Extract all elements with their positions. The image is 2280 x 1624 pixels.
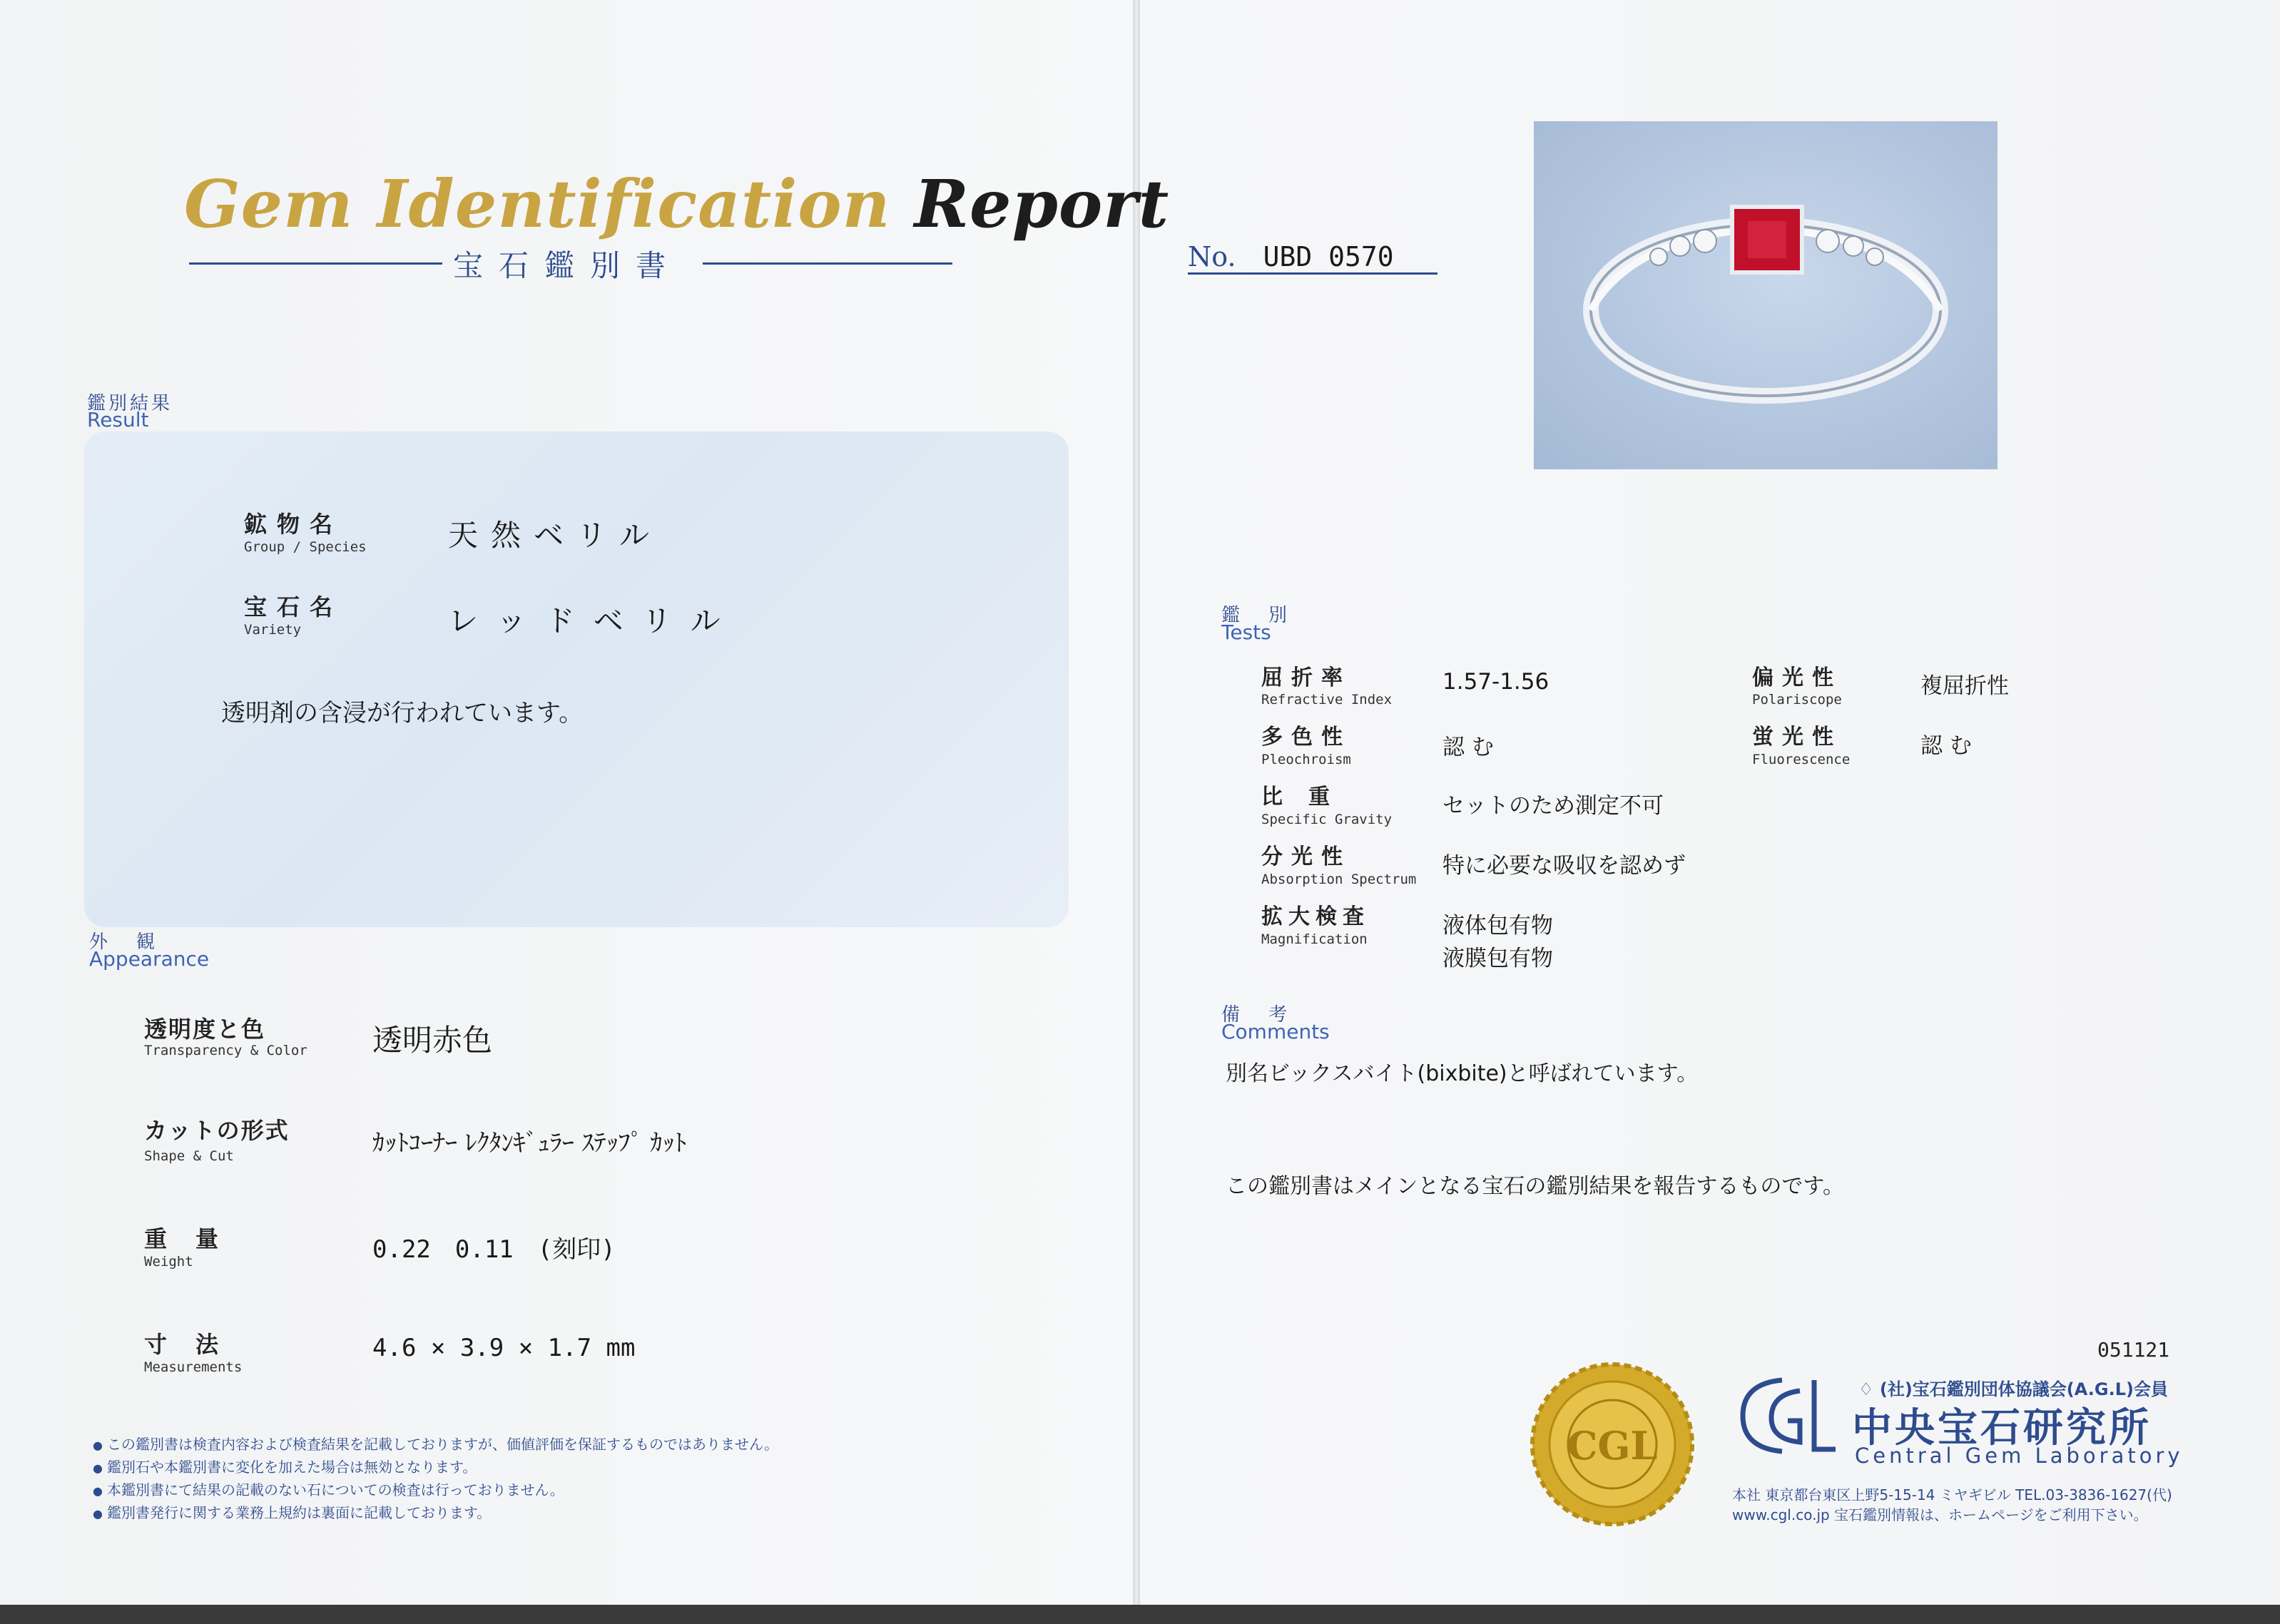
disclaimer-item: ● この鑑別書は検査内容および検査結果を記載しておりますが、価値評価を保証するものではありません。 <box>93 1434 778 1456</box>
refractive-index-label: 屈折率 <box>1261 665 1351 690</box>
disclaimer-item: ● 本鑑別書にて結果の記載のない石についての検査は行っておりません。 <box>93 1479 778 1502</box>
tests-section-en: Tests <box>1221 621 1271 644</box>
number-underline <box>1188 272 1437 275</box>
polariscope-value: 複屈折性 <box>1920 673 2009 699</box>
tests-section-ja: 鑑別 <box>1221 605 1316 626</box>
absorption-spectrum-label-en: Absorption Spectrum <box>1261 872 1417 887</box>
comments-text: 別名ビックスバイト(bixbite)と呼ばれています。 <box>1226 1061 1699 1086</box>
measurements-label-en: Measurements <box>144 1359 243 1375</box>
fluorescence-label-en: Fluorescence <box>1752 752 1851 767</box>
gem-photo <box>1534 121 1997 469</box>
specific-gravity-value: セットのため測定不可 <box>1442 793 1664 819</box>
weight-label-en: Weight <box>144 1254 193 1270</box>
fluorescence-label: 蛍光性 <box>1752 725 1842 750</box>
pleochroism-label: 多色性 <box>1261 725 1351 750</box>
lab-address: 本社 東京都台東区上野5-15-14 ミヤギビル TEL.03-3836-1627(代) <box>1732 1486 2172 1503</box>
background-edge <box>0 1605 2280 1624</box>
seal-text: CGL <box>1567 1423 1658 1469</box>
transparency-label-en: Transparency & Color <box>144 1043 307 1058</box>
pleochroism-label-en: Pleochroism <box>1261 752 1351 767</box>
treatment-note: 透明剤の含浸が行われています。 <box>221 699 584 727</box>
appearance-section-en: Appearance <box>89 947 210 971</box>
disclaimer-item: ● 鑑別石や本鑑別書に変化を加えた場合は無効となります。 <box>93 1456 778 1479</box>
cut-label: カットの形式 <box>144 1117 290 1144</box>
transparency-label: 透明度と色 <box>144 1016 266 1043</box>
transparency-value: 透明赤色 <box>372 1023 493 1058</box>
lab-name-en: Central Gem Laboratory <box>1855 1444 2184 1468</box>
diamond-icon: ♢ <box>1858 1379 1880 1399</box>
title-rule-left <box>189 262 442 265</box>
fluorescence-value: 認 む <box>1920 733 1972 759</box>
association-membership: ♢ (社)宝石鑑別団体協議会(A.G.L)会員 <box>1858 1379 2168 1399</box>
specific-gravity-label: 比重 <box>1261 785 1355 810</box>
magnification-value-2: 液膜包有物 <box>1442 946 1553 971</box>
variety-label: 宝石名 <box>244 593 343 621</box>
title-rule-right <box>703 262 952 265</box>
measurements-value: 4.6 × 3.9 × 1.7 mm <box>372 1334 636 1362</box>
lab-name-ja: 中央宝石研究所 <box>1852 1405 2152 1451</box>
refractive-index-label-en: Refractive Index <box>1261 692 1393 708</box>
certificate-number <box>1188 241 1394 272</box>
weight-label: 重量 <box>144 1225 248 1252</box>
disclaimer-list <box>93 1434 778 1525</box>
polariscope-label: 偏光性 <box>1752 665 1842 690</box>
ring-image <box>1534 121 1997 469</box>
result-section-ja: 鑑別結果 <box>87 393 173 414</box>
absorption-spectrum-value: 特に必要な吸収を認めず <box>1442 853 1686 879</box>
comments-section-ja: 備考 <box>1221 1004 1316 1026</box>
appearance-section-ja: 外観 <box>89 931 184 953</box>
measurements-label: 寸法 <box>144 1331 248 1358</box>
disclaimer-item: ● 鑑別書発行に関する業務上規約は裏面に記載しております。 <box>93 1502 778 1525</box>
variety-label-en: Variety <box>244 622 302 638</box>
number-label: No. <box>1188 241 1236 272</box>
cut-value: ｶｯﾄｺｰﾅｰ ﾚｸﾀﾝｷﾞｭﾗｰ ｽﾃｯﾌﾟ ｶｯﾄ <box>372 1129 687 1158</box>
scope-note: この鑑別書はメインとなる宝石の鑑別結果を報告するものです。 <box>1226 1174 1844 1199</box>
report-subtitle: 宝石鑑別書 <box>453 248 682 283</box>
report-title: Gem Identification Report <box>184 165 1170 242</box>
gold-seal <box>1527 1361 1698 1528</box>
serial-number: 051121 <box>2097 1338 2170 1362</box>
magnification-value-1: 液体包有物 <box>1442 913 1553 939</box>
species-label-en: Group / Species <box>244 539 367 555</box>
comments-section-en: Comments <box>1221 1020 1330 1043</box>
polariscope-label-en: Polariscope <box>1752 692 1842 708</box>
cgl-logo <box>1732 1369 1839 1462</box>
refractive-index-value: 1.57-1.56 <box>1442 669 1549 695</box>
species-value: 天然ベリル <box>448 518 663 553</box>
pleochroism-value: 認 む <box>1442 735 1494 760</box>
cgl-logo-icon <box>1732 1369 1839 1462</box>
lab-website: www.cgl.co.jp 宝石鑑別情報は、ホームページをご利用下さい。 <box>1732 1506 2148 1523</box>
number-value: UBD 0570 <box>1263 241 1394 272</box>
magnification-label: 拡大検査 <box>1261 904 1370 929</box>
species-label: 鉱物名 <box>244 511 343 538</box>
cut-label-en: Shape & Cut <box>144 1148 234 1164</box>
specific-gravity-label-en: Specific Gravity <box>1261 812 1393 827</box>
seal-icon <box>1527 1361 1698 1528</box>
magnification-label-en: Magnification <box>1261 931 1368 947</box>
weight-value: 0.22 0.11 (刻印) <box>372 1235 616 1264</box>
variety-value: レッドベリル <box>448 603 739 638</box>
absorption-spectrum-label: 分光性 <box>1261 844 1351 869</box>
result-section-en: Result <box>87 408 149 431</box>
result-panel <box>84 431 1069 927</box>
